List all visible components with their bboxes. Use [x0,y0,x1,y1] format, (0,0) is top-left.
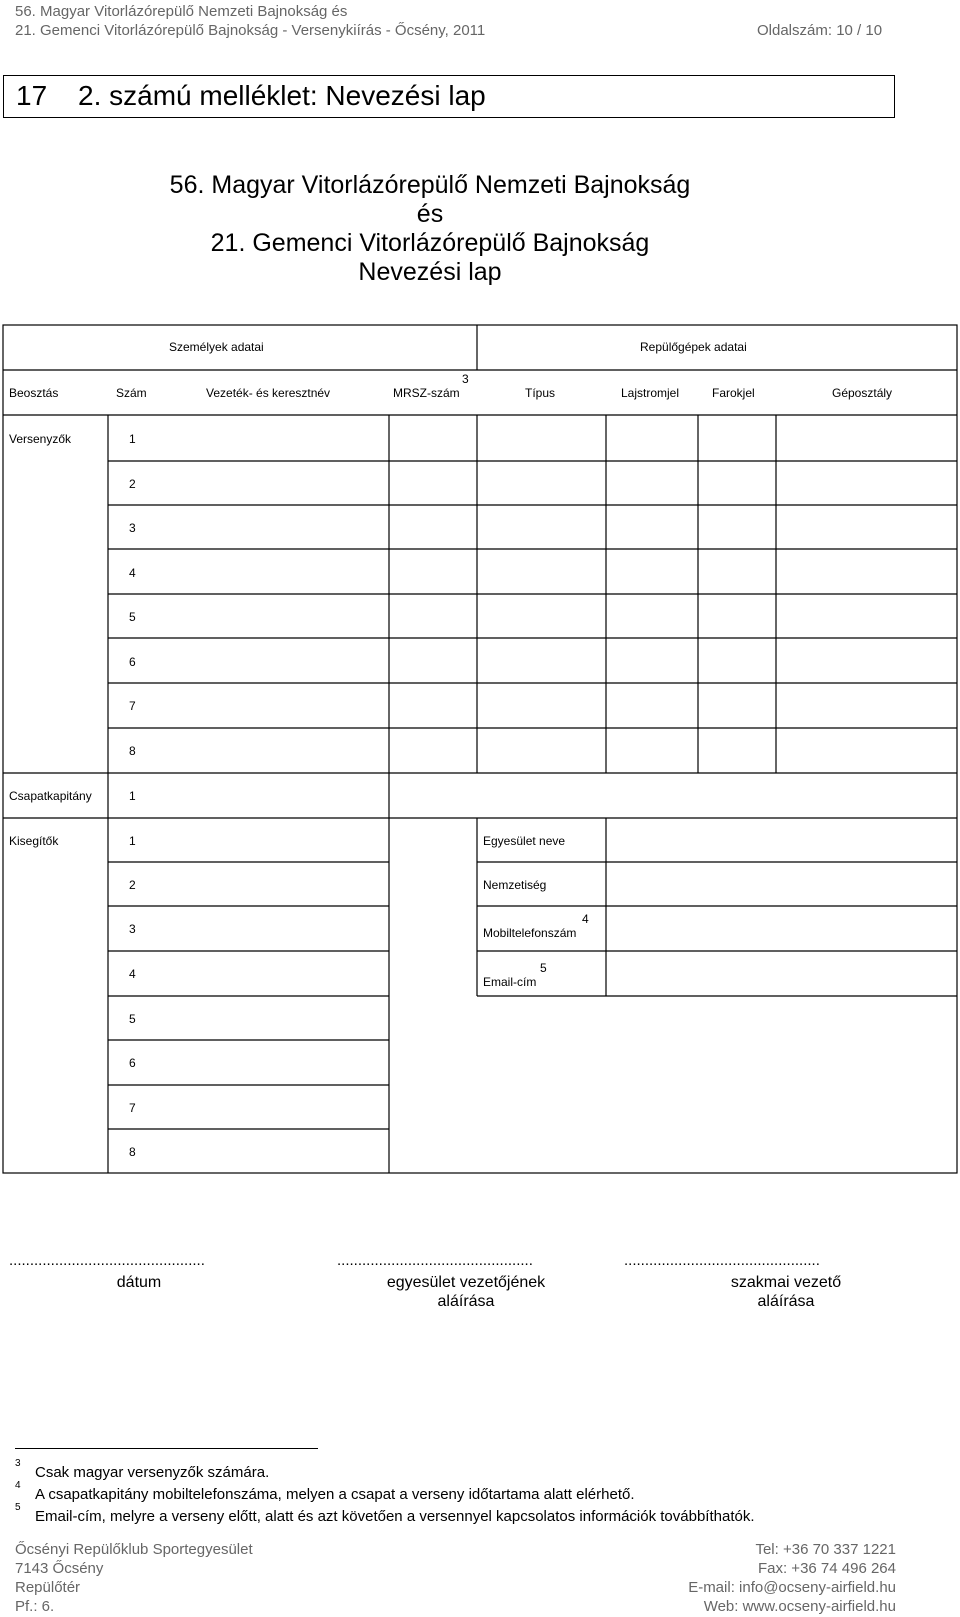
form-title-line1: 56. Magyar Vitorlázórepülő Nemzeti Bajnokság [169,171,691,199]
footer-email-link[interactable]: E-mail: info@ocseny-airfield.hu [688,1579,896,1596]
competitor-number: 5 [129,610,136,624]
footnote-separator [15,1448,318,1449]
signature-dots-szakmai: ............................................... [624,1252,820,1269]
competitor-number: 8 [129,744,136,758]
footer-phone: Tel: +36 70 337 1221 [755,1541,896,1558]
col-tipus: Típus [525,386,556,400]
footer-web-link[interactable]: Web: www.ocseny-airfield.hu [703,1598,896,1615]
helper-number: 1 [129,834,136,848]
helper-number: 7 [129,1101,136,1115]
footnote-number: 5 [15,1502,21,1513]
helper-number: 4 [129,967,136,981]
field-egyesulet-neve: Egyesület neve [483,834,566,848]
group-aircraft-heading: Repülőgépek adatai [640,340,747,354]
competitor-number: 6 [129,655,136,669]
helper-number: 5 [129,1012,136,1026]
col-szam: Szám [116,386,147,400]
role-versenyzok: Versenyzők [9,432,72,446]
footer-org-name: Őcsényi Repülőklub Sportegyesület [15,1541,253,1558]
group-persons-heading: Személyek adatai [169,340,264,354]
col-mrsz-footnote-ref: 3 [462,372,469,386]
competitor-number: 4 [129,566,136,580]
footnote-number: 4 [15,1480,21,1491]
field-mobil-footnote-ref: 4 [582,912,589,926]
footnote-number: 3 [15,1458,21,1469]
col-farokjel: Farokjel [712,386,755,400]
footer-airfield: Repülőtér [15,1579,81,1596]
form-title-line3: 21. Gemenci Vitorlázórepülő Bajnokság [210,229,650,257]
signature-label-egyesulet-1: egyesület vezetőjének [386,1274,546,1291]
col-mrsz: MRSZ-szám [393,386,460,400]
col-beosztas: Beosztás [9,386,59,400]
page-number: Oldalszám: 10 / 10 [757,22,883,39]
competitor-number: 3 [129,521,136,535]
competitor-number: 2 [129,477,136,491]
field-email-cim: Email-cím [483,975,537,989]
footer-fax: Fax: +36 74 496 264 [757,1560,896,1577]
field-email-footnote-ref: 5 [540,961,547,975]
footer-address: 7143 Őcsény [15,1560,104,1577]
form-title-line4: Nevezési lap [358,258,502,286]
signature-label-datum: dátum [116,1274,162,1291]
signature-label-egyesulet-2: aláírása [437,1293,495,1310]
section-number: 17 [16,80,48,111]
helper-number: 6 [129,1056,136,1070]
helper-number: 3 [129,922,136,936]
header-line1: 56. Magyar Vitorlázórepülő Nemzeti Bajnokság és [15,3,348,20]
section-title: 2. számú melléklet: Nevezési lap [78,80,486,111]
footnote-text: Email-cím, melyre a verseny előtt, alatt és azt követően a versennyel kapcsolatos információk továbbíthatók. [35,1508,755,1525]
footnote-text: Csak magyar versenyzők számára. [35,1464,270,1481]
footnote-text: A csapatkapitány mobiltelefonszáma, melyen a csapat a verseny időtartama alatt elérhető. [35,1486,635,1503]
competitor-number: 7 [129,699,136,713]
signature-label-szakmai-1: szakmai vezető [730,1274,842,1291]
field-nemzetiseg: Nemzetiség [483,878,547,892]
header-line2: 21. Gemenci Vitorlázórepülő Bajnokság - Versenykiírás - Őcsény, 2011 [15,22,486,39]
col-lajstromjel: Lajstromjel [621,386,680,400]
helper-number: 2 [129,878,136,892]
footer-pobox: Pf.: 6. [15,1598,55,1615]
field-mobiltelefonszam: Mobiltelefonszám [483,926,577,940]
signature-label-szakmai-2: aláírása [757,1293,815,1310]
role-csapatkapitany: Csapatkapitány [9,789,92,803]
role-kisegitok: Kisegítők [9,834,59,848]
helper-number: 8 [129,1145,136,1159]
signature-dots-datum: ............................................... [9,1252,205,1269]
captain-number: 1 [129,789,136,803]
col-nev: Vezeték- és keresztnév [206,386,331,400]
col-geposztaly: Géposztály [832,386,893,400]
competitor-number: 1 [129,432,136,446]
form-title-line2: és [416,200,444,228]
signature-dots-egyesulet: ............................................... [337,1252,533,1269]
